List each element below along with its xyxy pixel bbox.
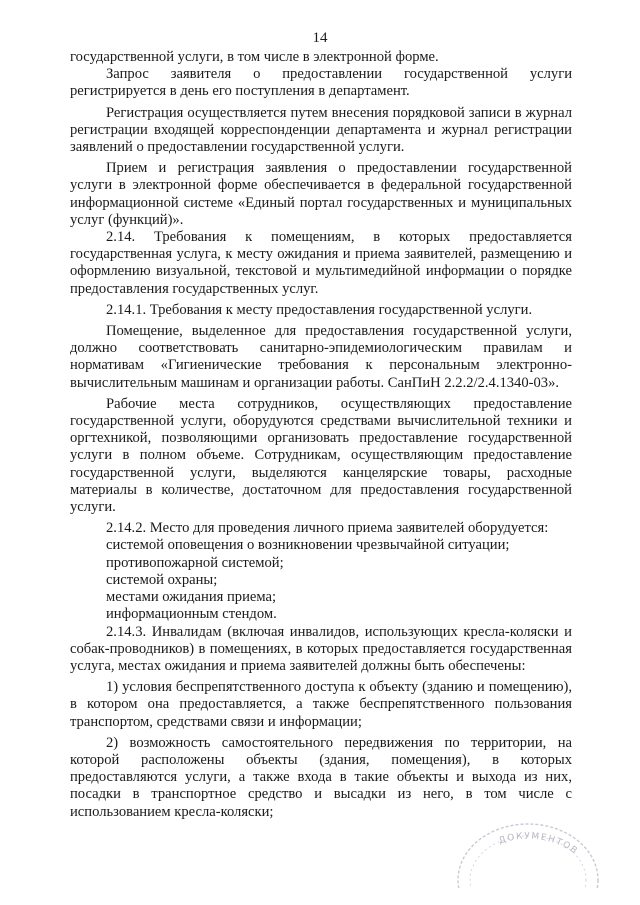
subsection-heading: 2.14.3. Инвалидам (включая инвалидов, использующих кресла-коляски и собак-проводников) в помещениях, в которых предоставляется государственная услуга, местах ожидания и приема заявителей должны быть обеспечены: — [70, 623, 572, 674]
list-item: системой оповещения о возникновении чрезвычайной ситуации; — [106, 537, 510, 554]
document-body — [70, 49, 572, 821]
paragraph: Регистрация осуществляется путем внесения порядковой записи в журнал регистрации входящей корреспонденции департамента и журнал регистрации заявлений о предоставлении государственной услуги. — [70, 104, 572, 156]
paragraph: Запрос заявителя о предоставлении государственной услуги регистрируется в день его поступления в департамент. — [70, 66, 572, 100]
paragraph: Помещение, выделенное для предоставления государственной услуги, должно соответствовать санитарно-эпидемиологическим правилам и нормативам «Гигиенические требования к персональным электронно-вычислительным машинам и организации работы. СанПиН 2.2.2/2.4.1340-03». — [70, 323, 572, 391]
subsection-heading: 2.14.1. Требования к месту предоставления государственной услуги. — [106, 301, 533, 318]
list-item: местами ожидания приема; — [106, 589, 277, 606]
paragraph: государственной услуги, в том числе в электронной форме. — [70, 49, 439, 65]
list-item: противопожарной системой; — [106, 554, 284, 571]
list-item: 2) возможность самостоятельного передвижения по территории, на которой расположены объекты (здания, помещения), в которых предоставляются услуги, а также входа в такие объекты и выхода из них, посадки в транспортное средство и высадки из него, в том числе с использованием кресла-коляски; — [70, 734, 572, 820]
stamp-text: ДОКУМЕНТОВ — [497, 831, 580, 858]
list-item: системой охраны; — [106, 571, 218, 588]
svg-text:ДОКУМЕНТОВ — [498, 832, 580, 857]
section-heading: 2.14. Требования к помещениям, в которых предоставляется государственная услуга, к месту ожидания и приема заявителей, размещению и оформлению визуальной, текстовой и мультимедийной информации о порядке предоставления государственных услуг. — [70, 229, 572, 297]
subsection-heading: 2.14.2. Место для проведения личного приема заявителей оборудуется: — [106, 520, 549, 537]
paragraph: Прием и регистрация заявления о предоставлении государственной услуги в электронной форме обеспечивается в федеральной государственной информационной системе «Единый портал государственных и муниципальных услуг (функций)». — [70, 160, 572, 228]
list-item: 1) условия беспрепятственного доступа к объекту (зданию и помещению), в котором она предоставляется, а также беспрепятственного пользования транспортом, средствами связи и информации; — [70, 679, 572, 730]
list-item: информационным стендом. — [106, 606, 277, 623]
page-number: 14 — [312, 30, 328, 46]
paragraph: Рабочие места сотрудников, осуществляющих предоставление государственной услуги, оборудуются средствами вычислительной техники и оргтехникой, позволяющими организовать предоставление государственной услуги в полном объеме. Сотрудникам, осуществляющим предоставление государственной услуги, выделяются канцелярские товары, расходные материалы в количестве, достаточном для предоставления государственной услуги. — [70, 395, 572, 516]
